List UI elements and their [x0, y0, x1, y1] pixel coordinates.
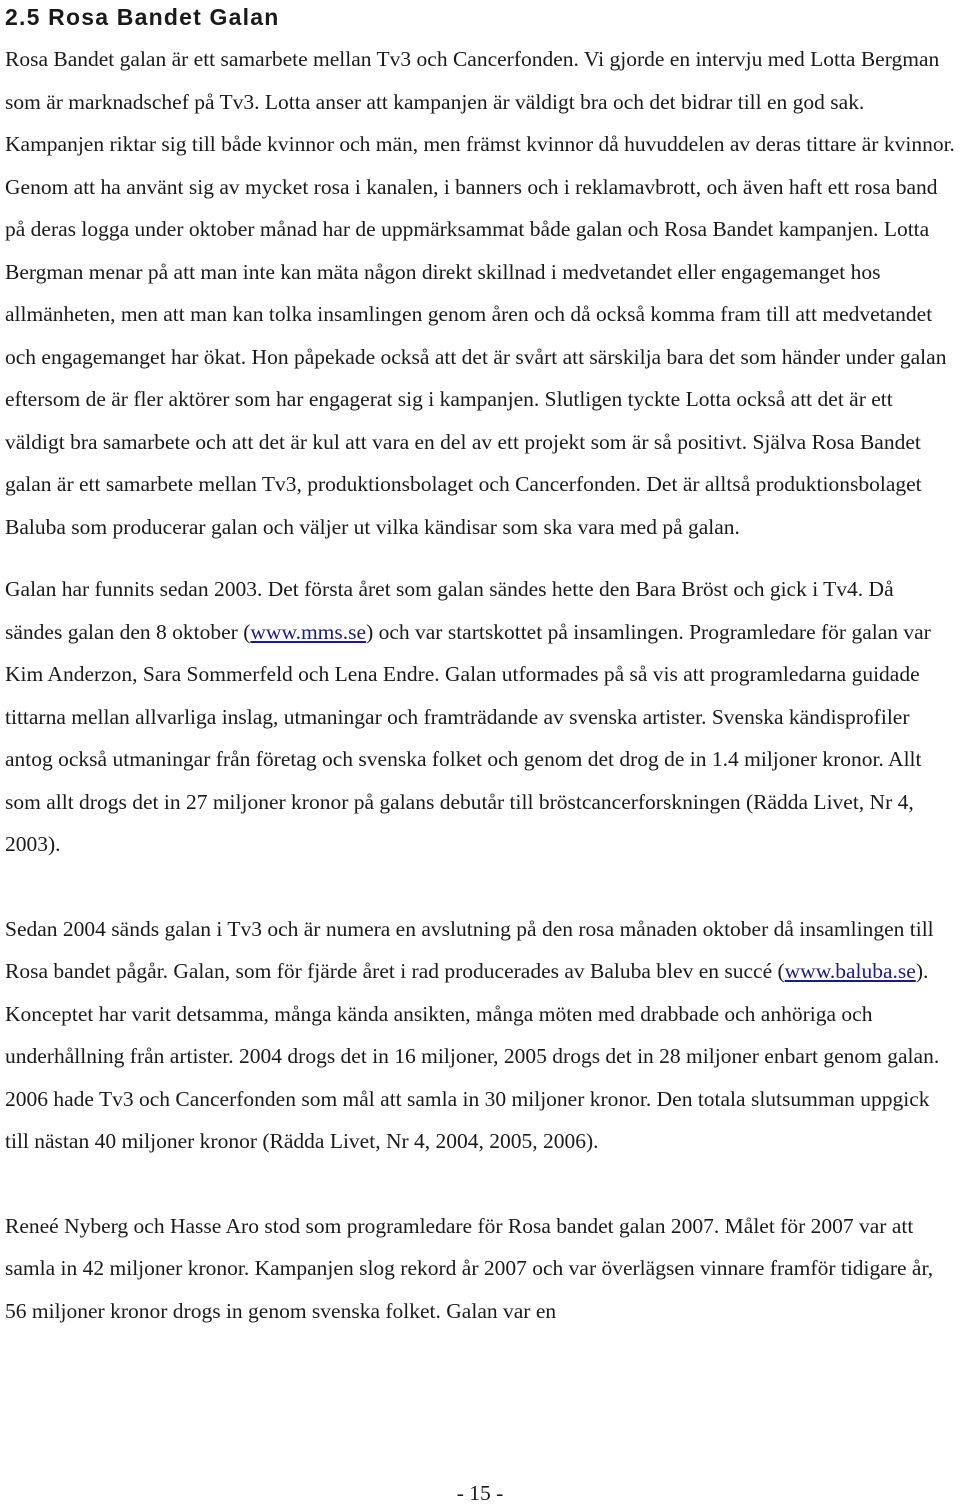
link-mms[interactable]: www.mms.se	[250, 619, 367, 644]
document-page	[5, 0, 955, 1332]
paragraph-tv3-era-text-a: Sedan 2004 sänds galan i Tv3 och är numera en avslutning på den rosa månaden oktober då insamlingen till Rosa bandet pågår. Galan, som för fjärde året i rad producerades av Baluba blev en succé (	[5, 916, 934, 983]
paragraph-history-text-a: Galan har funnits sedan 2003. Det första året som galan sändes hette den Bara Bröst och gick i Tv4. Då sändes galan den 8 oktober (	[5, 577, 894, 644]
paragraph-history-text-b: ) och var startskottet på insamlingen. Programledare för galan var Kim Anderzon, Sara Sommerfeld och Lena Endre. Galan utformades på så vis att programledarna guidade tittarna mellan allvarliga inslag, utmaningar och framträdande av svenska artister. Svenska kändisprofiler antog också utmaningar från företag och svenska folket och genom det drog de in 1.4 miljoner kronor. Allt som allt drogs det in 27 miljoner kronor på galans debutår till bröstcancerforskningen (Rädda Livet, Nr 4, 2003).	[5, 619, 931, 856]
paragraph-tv3-era	[5, 908, 955, 1163]
section-heading: 2.5 Rosa Bandet Galan	[5, 4, 280, 30]
page-number: - 15 -	[456, 1481, 504, 1505]
paragraph-interview: Rosa Bandet galan är ett samarbete mellan Tv3 och Cancerfonden. Vi gjorde en intervju med Lotta Bergman som är marknadschef på Tv3. Lotta anser att kampanjen är väldigt bra och det bidrar till en god sak. Kampanjen riktar sig till både kvinnor och män, men främst kvinnor då huvuddelen av deras tittare är kvinnor. Genom att ha använt sig av mycket rosa i kanalen, i banners och i reklamavbrott, och även haft ett rosa band på deras logga under oktober månad har de uppmärksammat både galan och Rosa Bandet kampanjen. Lotta Bergman menar på att man inte kan mäta någon direkt skillnad i medvetandet eller engagemanget hos allmänheten, men att man kan tolka insamlingen genom åren och då också komma fram till att medvetandet och engagemanget har ökat. Hon påpekade också att det är svårt att särskilja bara det som händer under galan eftersom de är fler aktörer som har engagerat sig i kampanjen. Slutligen tyckte Lotta också att det är ett väldigt bra samarbete och att det är kul att vara en del av ett projekt som är så positivt. Själva Rosa Bandet galan är ett samarbete mellan Tv3, produktionsbolaget och Cancerfonden. Det är alltså produktionsbolaget Baluba som producerar galan och väljer ut vilka kändisar som ska vara med på galan.	[5, 47, 955, 539]
paragraph-tv3-era-text-b: ). Konceptet har varit detsamma, många kända ansikten, många möten med drabbade och anhöriga och underhållning från artister. 2004 drogs det in 16 miljoner, 2005 drogs det in 28 miljoner enbart genom galan. 2006 hade Tv3 och Cancerfonden som mål att samla in 30 miljoner kronor. Den totala slutsumman uppgick till nästan 40 miljoner kronor (Rädda Livet, Nr 4, 2004, 2005, 2006).	[5, 959, 940, 1153]
paragraph-history	[5, 568, 955, 866]
paragraph-2007: Reneé Nyberg och Hasse Aro stod som programledare för Rosa bandet galan 2007. Målet för 2007 var att samla in 42 miljoner kronor. Kampanjen slog rekord år 2007 och var överlägsen vinnare framför tidigare år, 56 miljoner kronor drogs in genom svenska folket. Galan var en	[5, 1213, 934, 1323]
link-baluba[interactable]: www.baluba.se	[784, 959, 916, 983]
